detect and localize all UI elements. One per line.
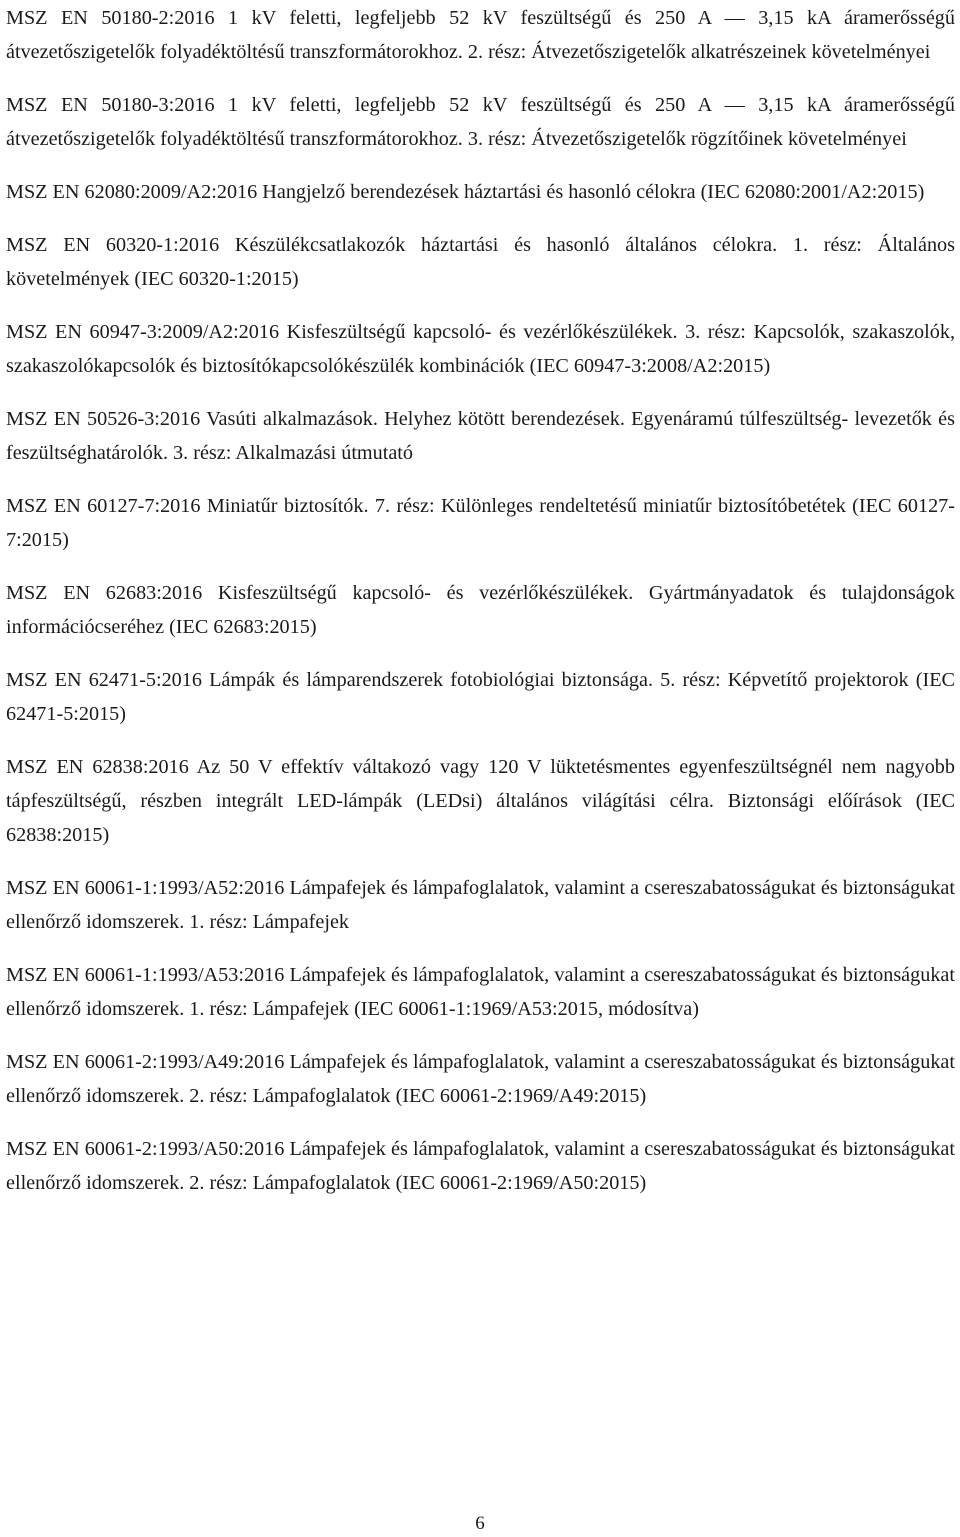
standard-entry: MSZ EN 50180-2:2016 1 kV feletti, legfeljebb 52 kV feszültségű és 250 A — 3,15 kA áramerősségű átvezetőszigetelők folyadéktöltésű transzformátorokhoz. 2. rész: Átvezetőszigetelők alkatrészeinek követelményei [6,7,955,63]
standard-entry: MSZ EN 62683:2016 Kisfeszültségű kapcsoló- és vezérlőkészülékek. Gyártmányadatok és tulajdonságok információcseréhez (IEC 62683:2015) [6,582,955,638]
standard-entry: MSZ EN 60320-1:2016 Készülékcsatlakozók háztartási és hasonló általános célokra. 1. rész: Általános követelmények (IEC 60320-1:2015) [6,234,955,290]
standard-entry: MSZ EN 62471-5:2016 Lámpák és lámparendszerek fotobiológiai biztonsága. 5. rész: Képvetítő projektorok (IEC 62471-5:2015) [6,669,955,725]
standard-entry: MSZ EN 60061-1:1993/A52:2016 Lámpafejek és lámpafoglalatok, valamint a csereszabatosságukat és biztonságukat ellenőrző idomszerek. 1. rész: Lámpafejek [6,877,955,933]
page-number: 6 [475,1513,485,1534]
standard-entry: MSZ EN 60127-7:2016 Miniatűr biztosítók. 7. rész: Különleges rendeltetésű miniatűr biztosítóbetétek (IEC 60127-7:2015) [6,495,955,551]
standard-entry: MSZ EN 60947-3:2009/A2:2016 Kisfeszültségű kapcsoló- és vezérlőkészülékek. 3. rész: Kapcsolók, szakaszolók, szakaszolókapcsolók és biztosítókapcsolókészülék kombinációk (IEC 60947-3:2008/A2:2015) [6,321,955,377]
standard-entry: MSZ EN 60061-2:1993/A49:2016 Lámpafejek és lámpafoglalatok, valamint a csereszabatosságukat és biztonságukat ellenőrző idomszerek. 2. rész: Lámpafoglalatok (IEC 60061-2:1969/A49:2015) [6,1051,955,1107]
standard-entry: MSZ EN 60061-2:1993/A50:2016 Lámpafejek és lámpafoglalatok, valamint a csereszabatosságukat és biztonságukat ellenőrző idomszerek. 2. rész: Lámpafoglalatok (IEC 60061-2:1969/A50:2015) [6,1138,955,1194]
standard-entry: MSZ EN 62080:2009/A2:2016 Hangjelző berendezések háztartási és hasonló célokra (IEC 62080:2001/A2:2015) [6,181,925,203]
document-page [6,0,955,1219]
standard-entry: MSZ EN 60061-1:1993/A53:2016 Lámpafejek és lámpafoglalatok, valamint a csereszabatosságukat és biztonságukat ellenőrző idomszerek. 1. rész: Lámpafejek (IEC 60061-1:1969/A53:2015, módosítva) [6,964,955,1020]
standard-entry: MSZ EN 50526-3:2016 Vasúti alkalmazások. Helyhez kötött berendezések. Egyenáramú túlfeszültség- levezetők és feszültséghatárolók. 3. rész: Alkalmazási útmutató [6,408,955,464]
standard-entry: MSZ EN 62838:2016 Az 50 V effektív váltakozó vagy 120 V lüktetésmentes egyenfeszültségnél nem nagyobb tápfeszültségű, részben integrált LED-lámpák (LEDsi) általános világítási célra. Biztonsági előírások (IEC 62838:2015) [6,756,955,846]
standard-entry: MSZ EN 50180-3:2016 1 kV feletti, legfeljebb 52 kV feszültségű és 250 A — 3,15 kA áramerősségű átvezetőszigetelők folyadéktöltésű transzformátorokhoz. 3. rész: Átvezetőszigetelők rögzítőinek követelményei [6,94,955,150]
